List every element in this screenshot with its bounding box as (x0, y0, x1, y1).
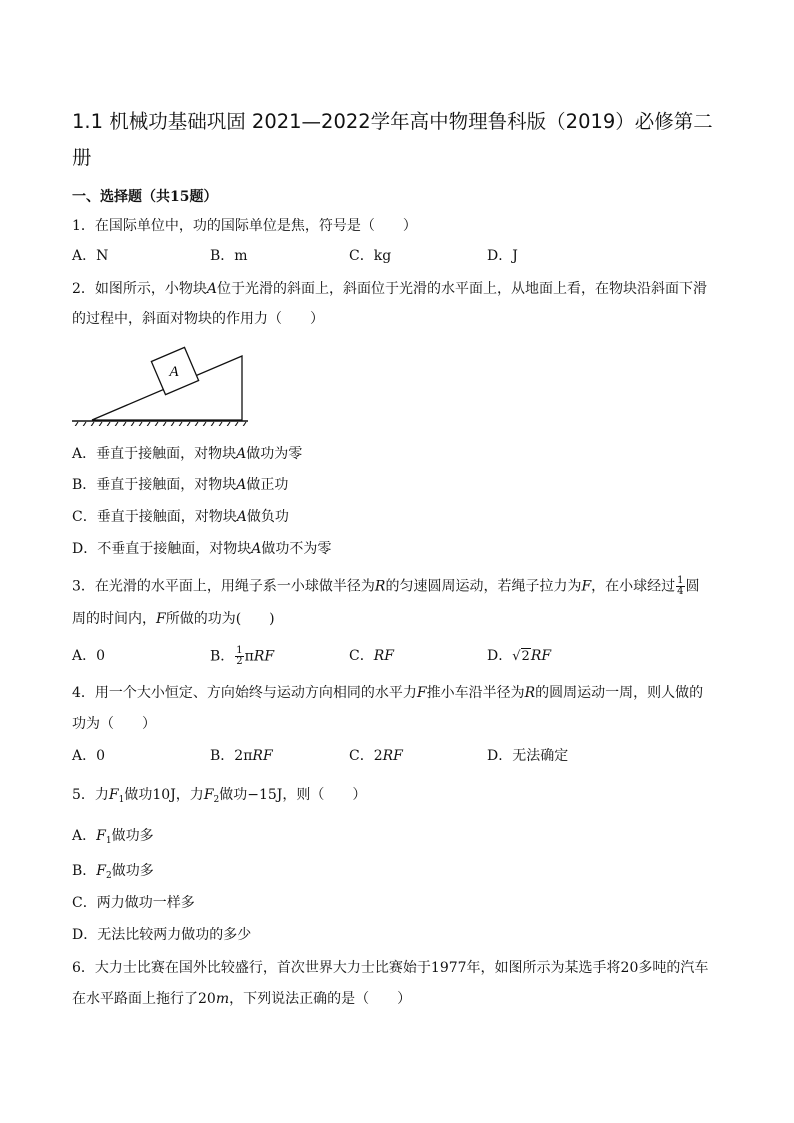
question-6-stem-line2: 在水平路面上拖行了20m，下列说法正确的是（ ） (72, 991, 412, 1007)
q1-option-a: A．N (72, 248, 109, 264)
q2-option-a: A．垂直于接触面，对物块A做功为零 (72, 446, 303, 462)
q4-option-d: D．无法确定 (487, 748, 569, 764)
question-2-stem-line2: 的过程中，斜面对物块的作用力（ ） (72, 311, 324, 327)
question-3-options (72, 646, 732, 666)
question-1-options (72, 246, 732, 266)
q2-option-b: B．垂直于接触面，对物块A做正功 (72, 477, 289, 493)
question-6-stem: 6．大力士比赛在国外比较盛行，首次世界大力士比赛始于1977年，如图所示为某选手将20多吨的汽车 (72, 960, 709, 976)
q1-option-c: C．kg (349, 248, 392, 264)
q3-option-b: B． $\frac{1}{2}$ πRF (210, 645, 275, 667)
q4-option-c: C．2RF (349, 748, 403, 764)
incline-block-figure (72, 340, 252, 426)
q1-option-b: B．m (210, 248, 248, 264)
question-4-stem: 4．用一个大小恒定、方向始终与运动方向相同的水平力F推小车沿半径为R的圆周运动一周，则人做的 (72, 685, 704, 701)
fraction-one-quarter: $\frac{1}{4}$ (677, 575, 684, 597)
q5-option-a: A．$F_1$做功多 (72, 828, 154, 846)
q2-option-c: C．垂直于接触面，对物块A做负功 (72, 509, 289, 525)
q3-option-a: A．0 (72, 648, 106, 664)
q5-option-d: D．无法比较两力做功的多少 (72, 927, 252, 943)
question-1-stem: 1．在国际单位中，功的国际单位是焦，符号是（ ） (72, 218, 417, 234)
question-3-stem-line2: 周的时间内，F所做的功为( ) (72, 611, 275, 627)
block-label: A (169, 364, 179, 380)
q3-option-d: D．√2RF (487, 648, 552, 664)
q5-option-b: B．$F_2$做功多 (72, 863, 154, 881)
ground-hatching (74, 422, 246, 426)
document-title: 1.1 机械功基础巩固 2021—2022学年高中物理鲁科版（2019）必修第二册 (72, 110, 713, 169)
q5-option-c: C．两力做功一样多 (72, 895, 195, 911)
question-4-stem-line2: 功为（ ） (72, 716, 156, 732)
q2-option-d: D．不垂直于接触面，对物块A做功不为零 (72, 541, 332, 557)
q3-option-c: C．RF (349, 648, 394, 664)
q1-option-d: D．J (487, 248, 518, 264)
question-3-stem: 3．在光滑的水平面上，用绳子系一小球做半径为R的匀速圆周运动，若绳子拉力为F，在小球经过 $\frac{1}{4}$ 圆 (72, 575, 700, 597)
section-heading: 一、选择题（共15题） (72, 189, 218, 205)
q4-option-a: A．0 (72, 748, 106, 764)
question-4-options (72, 746, 732, 766)
question-2-stem: 2．如图所示，小物块A位于光滑的斜面上，斜面位于光滑的水平面上，从地面上看，在物块沿斜面下滑 (72, 281, 708, 297)
q4-option-b: B．2πRF (210, 748, 273, 764)
question-5-stem: 5．力$F_1$做功10J，力$F_2$做功−15J，则（ ） (72, 787, 367, 805)
